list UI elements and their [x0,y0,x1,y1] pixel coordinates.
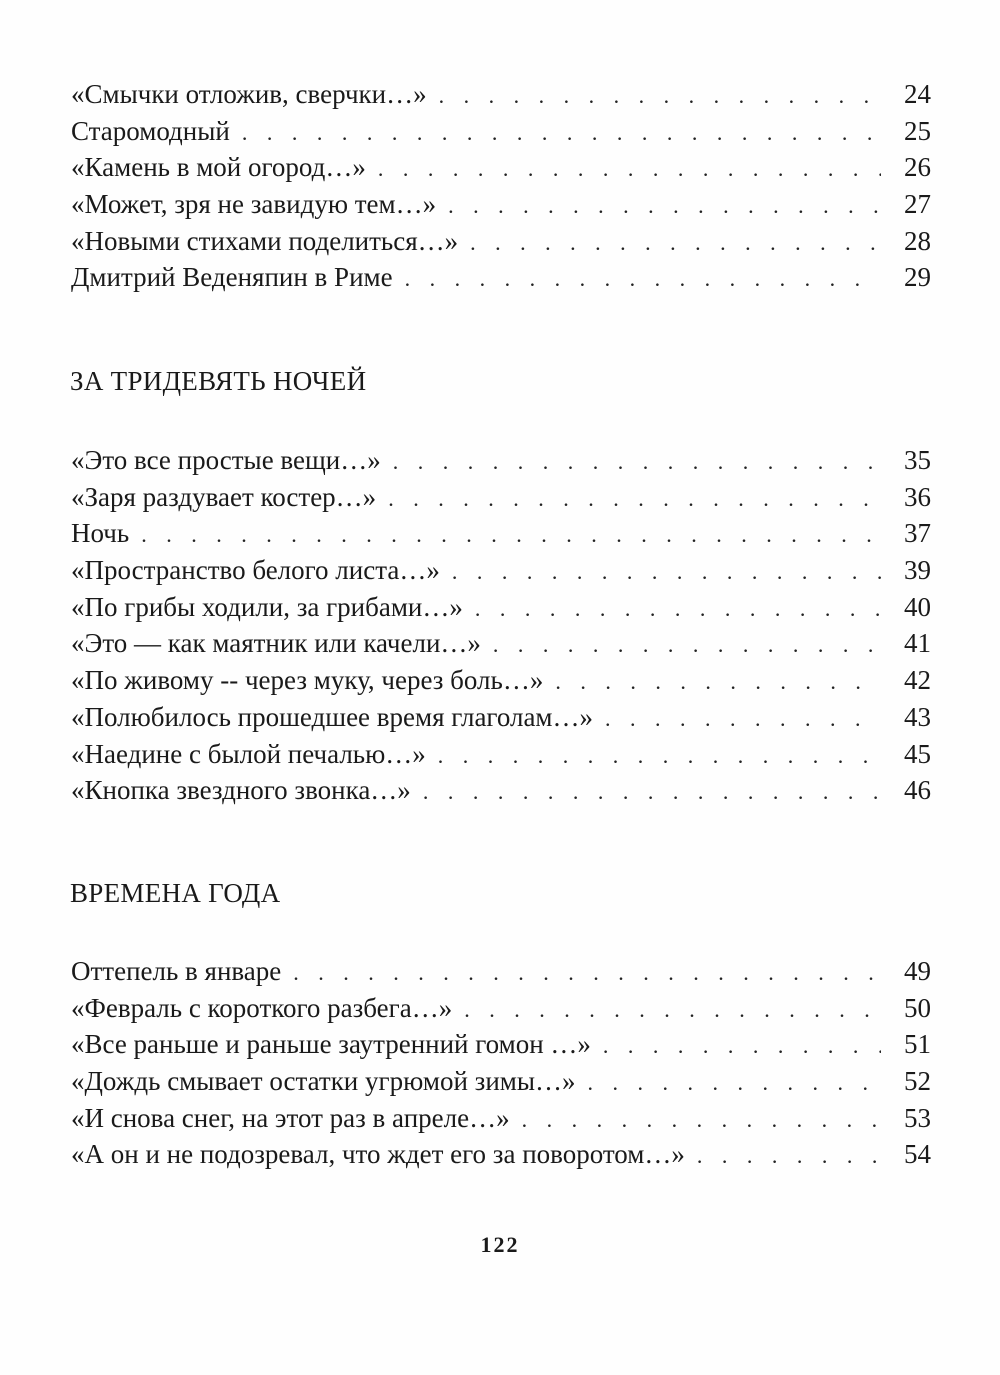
dot-leader [470,225,881,262]
toc-entry [71,625,931,662]
dot-leader [293,955,881,992]
section-heading: ЗА ТРИДЕВЯТЬ НОЧЕЙ [70,366,367,396]
toc-entry [71,1100,931,1137]
entry-title: Оттепель в январе [71,956,282,986]
toc-entry [71,1063,931,1100]
toc-section-1 [71,76,931,296]
entry-page: 50 [904,992,931,1023]
toc-entry [71,515,931,552]
dot-leader [423,774,881,811]
toc-entry [71,479,931,516]
toc-entry [71,662,931,699]
entry-title: «И снова снег, на этот раз в апреле…» [71,1102,510,1133]
toc-entry [71,76,931,113]
dot-leader [605,701,881,738]
dot-leader [588,1065,881,1102]
entry-page: 25 [904,115,931,146]
toc-entry [71,1026,931,1063]
entry-page: 41 [904,628,931,659]
dot-leader [405,261,881,298]
entry-title: «Может, зря не завидую тем…» [71,189,437,220]
page-number: 122 [480,1232,520,1257]
toc-entry [71,259,931,296]
toc-entry [71,699,931,736]
entry-page: 37 [904,518,931,549]
toc-entry [71,186,931,223]
toc-entry [71,149,931,186]
entry-title: «Все раньше и раньше заутренний гомон …» [71,1029,591,1060]
entry-title: «Дождь смывает остатки угрюмой зимы…» [71,1066,576,1097]
entry-page: 49 [904,956,931,986]
entry-page: 39 [904,555,931,586]
entry-title: «Камень в мой огород…» [71,152,366,183]
toc-entry [71,442,931,479]
toc-entry [71,990,931,1027]
dot-leader [522,1102,881,1139]
entry-title: «Наедине с былой печалью…» [71,738,426,769]
dot-leader [603,1028,881,1065]
dot-leader [555,664,881,701]
entry-title: «Полюбилось прошедшее время глаголам…» [71,701,594,732]
dot-leader [388,481,881,518]
dot-leader [475,591,881,628]
toc-entry [71,772,931,809]
entry-page: 24 [904,79,931,109]
entry-title: «По живому -- через муку, через боль…» [71,665,544,696]
toc-entry [71,552,931,589]
toc-entry [71,1136,931,1173]
entry-page: 27 [904,189,931,220]
dot-leader [448,188,881,225]
dot-leader [378,151,881,188]
entry-page: 42 [904,665,931,696]
entry-page: 40 [904,591,931,622]
entry-title: «А он и не подозревал, что ждет его за поворотом…» [71,1139,685,1170]
dot-leader [438,738,881,775]
entry-page: 46 [904,775,931,806]
entry-page: 52 [904,1066,931,1097]
entry-page: 26 [904,152,931,183]
entry-page: 35 [904,445,931,475]
dot-leader [452,554,881,591]
toc-entry [71,589,931,626]
entry-page: 54 [904,1139,931,1170]
dot-leader [439,78,881,115]
entry-page: 36 [904,481,931,512]
toc-entry [71,113,931,150]
section-heading: ВРЕМЕНА ГОДА [70,878,281,908]
entry-title: «Кнопка звездного звонка…» [71,775,411,806]
entry-title: «Это все простые вещи…» [71,445,381,475]
dot-leader [464,992,881,1029]
entry-page: 29 [904,262,931,293]
toc-entry [71,736,931,773]
dot-leader [697,1138,881,1175]
toc-section-3 [71,953,931,1173]
entry-title: «Февраль с короткого разбега…» [71,992,453,1023]
toc-entry [71,223,931,260]
dot-leader [393,444,881,481]
entry-title: Дмитрий Веденяпин в Риме [71,262,393,293]
entry-title: «Заря раздувает костер…» [71,481,377,512]
entry-title: «Это — как маятник или качели…» [71,628,481,659]
entry-title: Старомодный [71,115,230,146]
dot-leader [242,115,881,152]
entry-title: «Новыми стихами поделиться…» [71,225,459,256]
dot-leader [493,627,881,664]
entry-title: Ночь [71,518,130,549]
toc-entry [71,953,931,990]
toc-section-2 [71,442,931,809]
entry-page: 53 [904,1102,931,1133]
entry-page: 28 [904,225,931,256]
entry-title: «Пространство белого листа…» [71,555,440,586]
entry-page: 45 [904,738,931,769]
entry-title: «По грибы ходили, за грибами…» [71,591,463,622]
entry-title: «Смычки отложив, сверчки…» [71,79,427,109]
entry-page: 51 [904,1029,931,1060]
entry-page: 43 [904,701,931,732]
dot-leader [141,517,881,554]
